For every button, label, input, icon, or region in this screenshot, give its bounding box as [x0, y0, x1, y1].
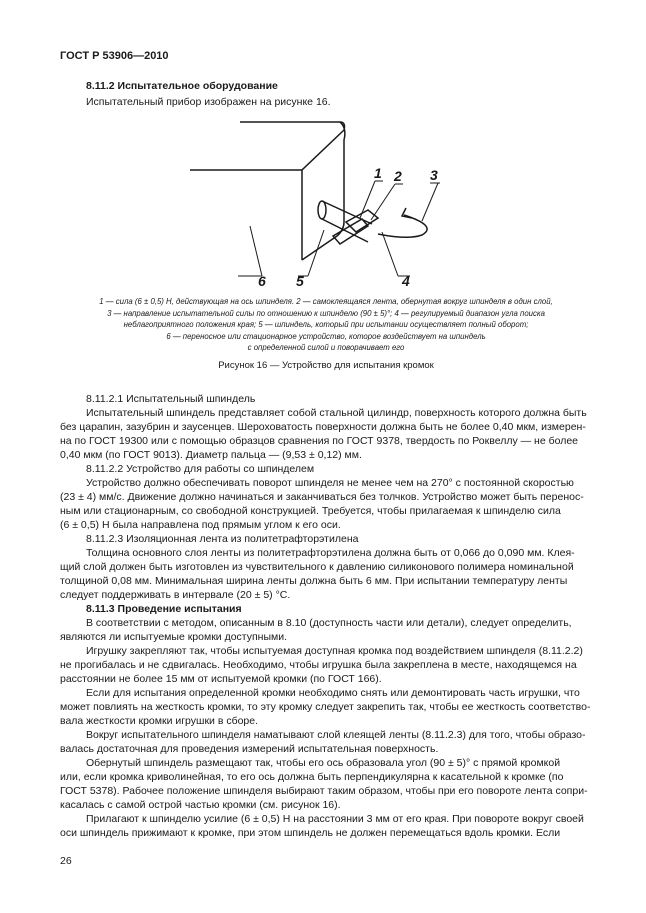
- callout-3: 3: [430, 167, 438, 183]
- body-line: или, если кромка криволинейная, то его ось должна быть перпендикулярна к касательной к кромке (по: [60, 771, 564, 783]
- legend-line: 3 — направление испытательной силы по отношению к шпинделю (90 ± 5)°; 4 — регулируемый диапазон угла поиска: [107, 308, 545, 318]
- test-device-block: [240, 122, 345, 260]
- body-line: ГОСТ 5378). Рабочее положение шпинделя выбирают таким образом, чтобы при его повороте лента сопри-: [60, 785, 588, 797]
- body-line: Прилагают к шпинделю усилие (6 ± 0,5) Н на расстоянии 3 мм от его края. При повороте вокруг своей: [86, 813, 584, 825]
- subsection-heading: 8.11.2.2 Устройство для работы со шпинделем: [86, 463, 315, 475]
- figure-reference-text: Испытательный прибор изображен на рисунке 16.: [86, 96, 331, 108]
- edge-test-device-figure: [190, 118, 450, 293]
- figure-caption: Рисунок 16 — Устройство для испытания кромок: [218, 360, 434, 371]
- body-line: В соответствии с методом, описанным в 8.10 (доступность части или детали), следует определить,: [86, 617, 572, 629]
- callout-4: 4: [402, 273, 410, 289]
- callout-5: 5: [296, 273, 304, 289]
- body-line: Толщина основного слоя ленты из политетрафторэтилена должна быть от 0,066 до 0,090 мм. Клея-: [86, 547, 575, 559]
- body-line: вала жесткости кромки игрушки в сборе.: [60, 715, 259, 727]
- body-line: на по ГОСТ 19300 или с помощью образцов сравнения по ГОСТ 9378, твердость по Роквеллу — не более: [60, 435, 579, 447]
- section-heading-8-11-2: 8.11.2 Испытательное оборудование: [86, 80, 278, 92]
- body-line: расстоянии не более 15 мм от испытуемой кромки (по ГОСТ 166).: [60, 673, 382, 685]
- legend-line: 6 — переносное или стационарное устройство, которое воздействует на шпиндель: [166, 331, 486, 341]
- body-line: следует поддерживать в интервале (20 ± 5) °С.: [60, 589, 291, 601]
- body-line: являются ли испытуемые кромки доступными.: [60, 631, 287, 643]
- body-line: валась достаточная для проведения измерений испытательная поверхность.: [60, 743, 439, 755]
- spindle: [318, 201, 326, 219]
- subsection-heading: 8.11.2.3 Изоляционная лента из политетрафторэтилена: [86, 533, 359, 545]
- body-line: (23 ± 4) мм/с. Движение должно начинаться и заканчиваться без толчков. Устройство может быть перенос-: [60, 491, 584, 503]
- body-line: Вокруг испытательного шпинделя наматывают слой клеящей ленты (8.11.2.3) для того, чтобы образо-: [86, 729, 586, 741]
- body-line: щий слой должен быть изготовлен из чувствительного к давлению силиконового полимера номинальной: [60, 561, 574, 573]
- callout-1: 1: [374, 165, 382, 181]
- body-line: ным или стационарным, со свободной конструкцией. Требуется, чтобы прилагаемая к шпинделю сила: [60, 505, 561, 517]
- callout-6: 6: [258, 273, 266, 289]
- body-line: Обернутый шпиндель размещают так, чтобы его ось образовала угол (90 ± 5)° с прямой кромкой: [86, 757, 561, 769]
- body-line: оси шпиндель прижимают к кромке, при этом шпиндель не должен перемещаться вдоль кромки. Если: [60, 827, 561, 839]
- section-heading-8-11-3: 8.11.3 Проведение испытания: [86, 603, 242, 615]
- body-line: Если для испытания определенной кромки необходимо снять или демонтировать часть игрушки, что: [86, 687, 580, 699]
- body-line: может повлиять на жесткость кромки, то эту кромку следует закрепить так, чтобы ее жесткость соответство-: [60, 701, 591, 713]
- body-line: не прогибалась и не сдвигалась. Необходимо, чтобы игрушка была закреплена в месте, находящемся на: [60, 659, 577, 671]
- body-line: Игрушку закрепляют так, чтобы испытуемая доступная кромка под воздействием шпинделя (8.11.2.2): [86, 645, 583, 657]
- legend-line: с определенной силой и поворачивает его: [247, 343, 405, 352]
- body-line: толщиной 0,08 мм. Минимальная ширина ленты должна быть 6 мм. При испытании температуру ленты: [60, 575, 568, 587]
- subsection-heading: 8.11.2.1 Испытательный шпиндель: [86, 393, 256, 405]
- legend-line: 1 — сила (6 ± 0,5) Н, действующая на ось шпинделя. 2 — самоклеящаяся лента, обернутая вокруг шпинделя в один слой,: [99, 297, 553, 306]
- legend-line: неблагоприятного положения края; 5 — шпиндель, который при испытании осуществляет полный оборот;: [123, 320, 529, 329]
- figure-legend: [60, 296, 592, 354]
- body-line: (6 ± 0,5) Н была направлена под прямым углом к его оси.: [60, 519, 341, 531]
- body-line: без царапин, зазубрин и заусенцев. Шероховатость поверхности должна быть не более 0,40 мкм, измерен-: [60, 421, 586, 433]
- document-header: ГОСТ Р 53906—2010: [60, 50, 169, 62]
- body-line: касалась с самой острой частью кромки (см. рисунок 16).: [60, 799, 341, 811]
- page-number: 26: [60, 855, 72, 867]
- body-line: 0,40 мкм (по ГОСТ 9013). Диаметр пальца — (9,53 ± 0,12) мм.: [60, 449, 362, 461]
- body-line: Устройство должно обеспечивать поворот шпинделя не менее чем на 270° с постоянной скоростью: [86, 477, 574, 489]
- body-line: Испытательный шпиндель представляет собой стальной цилиндр, поверхность которого должна быть: [86, 407, 587, 419]
- callout-2: 2: [394, 168, 402, 184]
